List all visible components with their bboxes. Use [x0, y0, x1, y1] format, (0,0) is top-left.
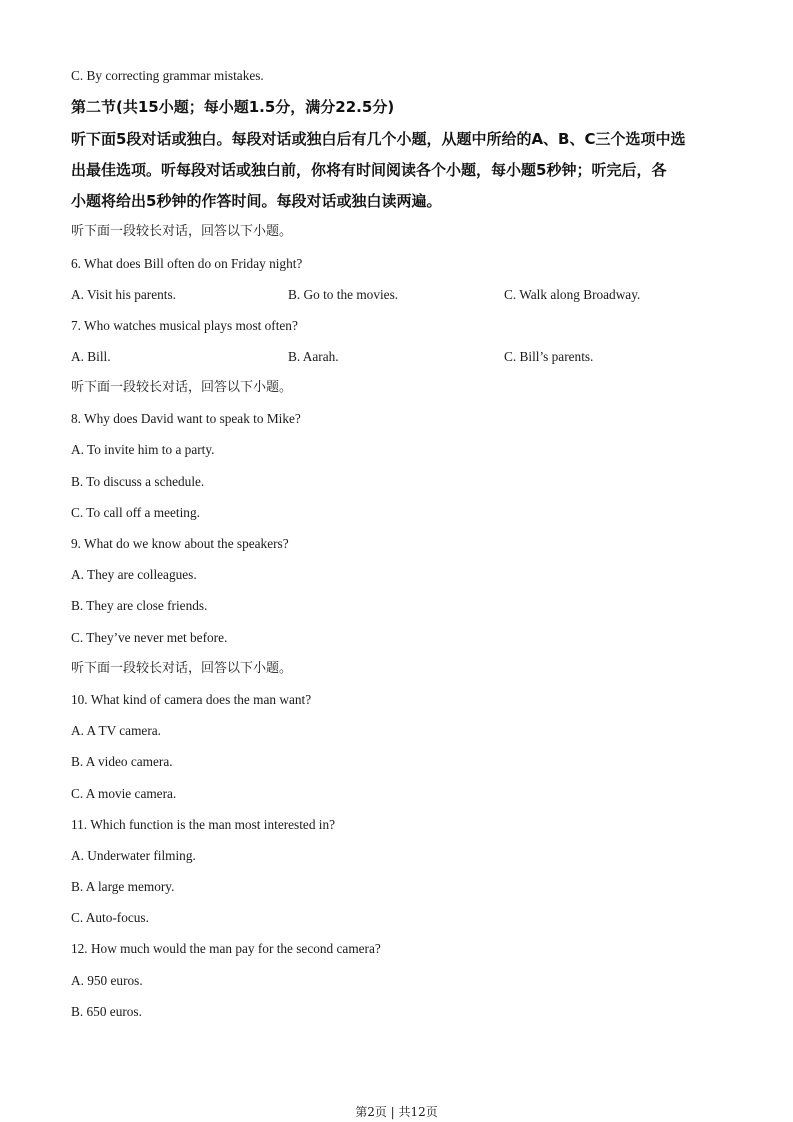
section-heading: 第二节(共15小题；每小题1.5分，满分22.5分): [71, 98, 395, 116]
option-9a: A. They are colleagues.: [71, 567, 197, 582]
option-line: C. By correcting grammar mistakes.: [71, 68, 264, 83]
listen-prompt: 听下面一段较长对话，回答以下小题。: [71, 661, 293, 676]
instruction-line: 出最佳选项。听每段对话或独白前，你将有时间阅读各个小题，每小题5秒钟；听完后，各: [71, 161, 667, 179]
option-10a: A. A TV camera.: [71, 723, 161, 738]
instruction-line: 小题将给出5秒钟的作答时间。每段对话或独白读两遍。: [71, 192, 442, 210]
listen-prompt: 听下面一段较长对话，回答以下小题。: [71, 380, 293, 395]
option-11b: B. A large memory.: [71, 879, 175, 894]
question-6: 6. What does Bill often do on Friday night?: [71, 256, 303, 271]
option-7b: B. Aarah.: [288, 349, 339, 364]
question-9: 9. What do we know about the speakers?: [71, 536, 289, 551]
option-10c: C. A movie camera.: [71, 786, 177, 801]
question-7: 7. Who watches musical plays most often?: [71, 318, 298, 333]
question-12: 12. How much would the man pay for the second camera?: [71, 941, 381, 956]
option-6b: B. Go to the movies.: [288, 287, 399, 302]
option-11c: C. Auto-focus.: [71, 910, 149, 925]
listen-prompt: 听下面一段较长对话，回答以下小题。: [71, 224, 293, 239]
option-8b: B. To discuss a schedule.: [71, 474, 205, 489]
question-8: 8. Why does David want to speak to Mike?: [71, 411, 301, 426]
option-8c: C. To call off a meeting.: [71, 505, 200, 520]
option-6a: A. Visit his parents.: [71, 287, 176, 302]
page-footer: 第2页 | 共12页: [355, 1105, 438, 1119]
option-11a: A. Underwater filming.: [71, 848, 196, 863]
option-10b: B. A video camera.: [71, 754, 173, 769]
option-12b: B. 650 euros.: [71, 1004, 142, 1019]
option-12a: A. 950 euros.: [71, 973, 143, 988]
option-8a: A. To invite him to a party.: [71, 442, 215, 457]
option-7c: C. Bill’s parents.: [504, 349, 594, 364]
instruction-line: 听下面5段对话或独白。每段对话或独白后有几个小题，从题中所给的A、B、C三个选项中选: [71, 130, 686, 148]
question-10: 10. What kind of camera does the man want?: [71, 692, 312, 707]
question-11: 11. Which function is the man most interested in?: [71, 817, 336, 832]
option-9c: C. They’ve never met before.: [71, 630, 228, 645]
option-9b: B. They are close friends.: [71, 598, 208, 613]
option-6c: C. Walk along Broadway.: [504, 287, 641, 302]
option-7a: A. Bill.: [71, 349, 111, 364]
